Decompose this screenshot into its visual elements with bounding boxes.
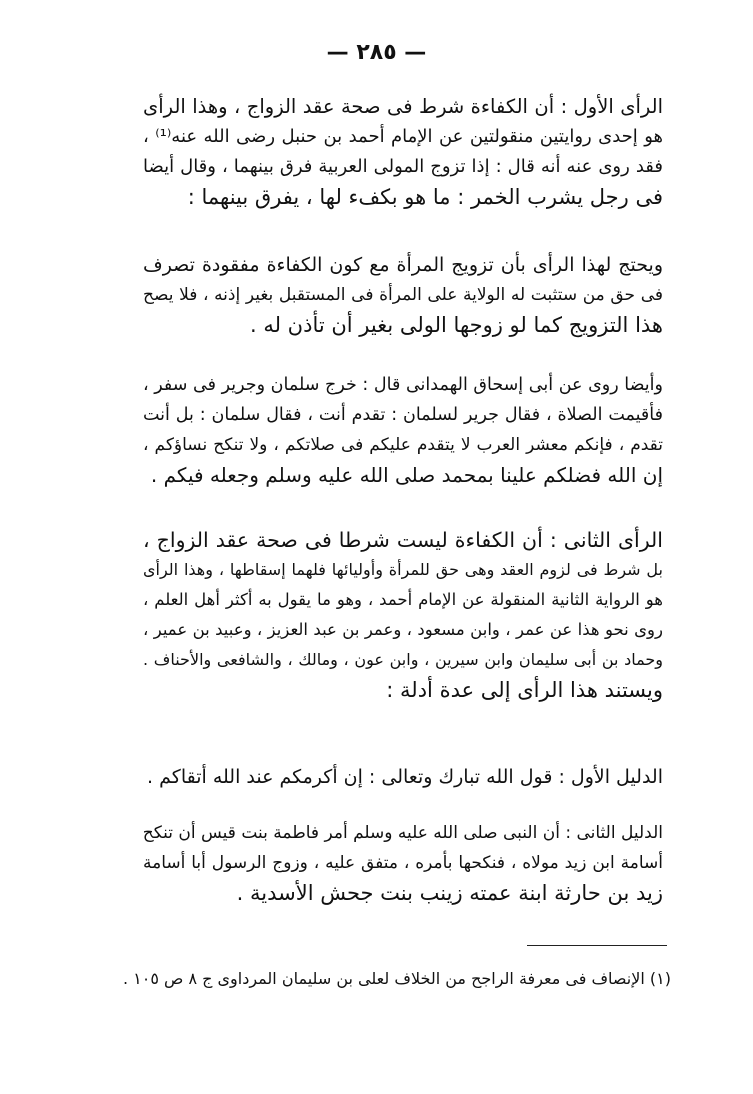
text-line: أسامة ابن زيد مولاه ، فنكحها بأمره ، متفق عليه ، وزوج الرسول أبا أسامة — [143, 853, 663, 873]
paragraph-narration — [143, 370, 663, 490]
text-line: فأقيمت الصلاة ، فقال جرير لسلمان : تقدم أنت ، فقال سلمان : بل أنت — [143, 405, 663, 425]
text-line: ويحتج لهذا الرأى بأن تزويج المرأة مع كون الكفاءة مفقودة تصرف — [143, 254, 663, 276]
text-line: إن الله فضلكم علينا بمحمد صلى الله عليه وسلم وجعله فيكم . — [150, 463, 663, 487]
text-line: تقدم ، فإنكم معشر العرب لا يتقدم عليكم فى صلاتكم ، ولا تنكح نساؤكم ، — [143, 435, 663, 455]
text-line: فى حق من ستثبت له الولاية على المرأة فى المستقبل بغير إذنه ، فلا يصح — [143, 285, 663, 305]
text-line: بل شرط فى لزوم العقد وهى حق للمرأة وأوليائها فلهما إسقاطها ، وهذا الرأى — [143, 560, 663, 579]
paragraph-second-evidence — [143, 818, 663, 908]
paragraph-first-opinion — [143, 92, 663, 212]
text-line: هذا التزويج كما لو زوجها الولى بغير أن تأذن له . — [250, 313, 663, 337]
text-line: فقد روى عنه أنه قال : إذا تزوج المولى العربية فرق بينهما ، وقال أيضا — [143, 156, 663, 177]
text-line: ويستند هذا الرأى إلى عدة أدلة : — [386, 678, 663, 702]
footnote: (١) الإنصاف فى معرفة الراجح من الخلاف لعلى بن سليمان المرداوى ج ٨ ص ١٠٥ . — [122, 969, 671, 988]
text-line: وحماد بن أبى سليمان وابن سيرين ، وابن عون ، ومالك ، والشافعى والأحناف . — [143, 650, 663, 669]
text-line: الرأى الأول : أن الكفاءة شرط فى صحة عقد الزواج ، وهذا الرأى — [143, 95, 663, 118]
text-line: فى رجل يشرب الخمر : ما هو بكفء لها ، يفرق بينهما : — [187, 185, 663, 209]
text-line: روى نحو هذا عن عمر ، وابن مسعود ، وعمر بن عبد العزيز ، وعبيد بن عمير ، — [143, 620, 663, 639]
paragraph-second-opinion — [143, 525, 663, 705]
text-line: زيد بن حارثة ابنة عمته زينب بنت جحش الأسدية . — [236, 881, 663, 905]
text-line: وأيضا روى عن أبى إسحاق الهمدانى قال : خرج سلمان وجرير فى سفر ، — [143, 375, 663, 395]
text-line: الرأى الثانى : أن الكفاءة ليست شرطا فى صحة عقد الزواج ، — [143, 528, 663, 552]
page-number: — ٢٨٥ — — [326, 40, 427, 65]
text-line: الدليل الأول : قول الله تبارك وتعالى : إن أكرمكم عند الله أتقاكم . — [147, 766, 663, 788]
text-line: الدليل الثانى : أن النبى صلى الله عليه وسلم أمر فاطمة بنت قيس أن تنكح — [142, 823, 663, 843]
footnote-divider — [527, 945, 667, 946]
paragraph-first-evidence — [143, 762, 663, 792]
paragraph-argument — [143, 250, 663, 340]
text-line: هو الرواية الثانية المنقولة عن الإمام أحمد ، وهو ما يقول به أكثر أهل العلم ، — [143, 590, 663, 609]
text-line: هو إحدى روايتين منقولتين عن الإمام أحمد بن حنبل رضى الله عنه⁽¹⁾ ، — [143, 126, 664, 147]
